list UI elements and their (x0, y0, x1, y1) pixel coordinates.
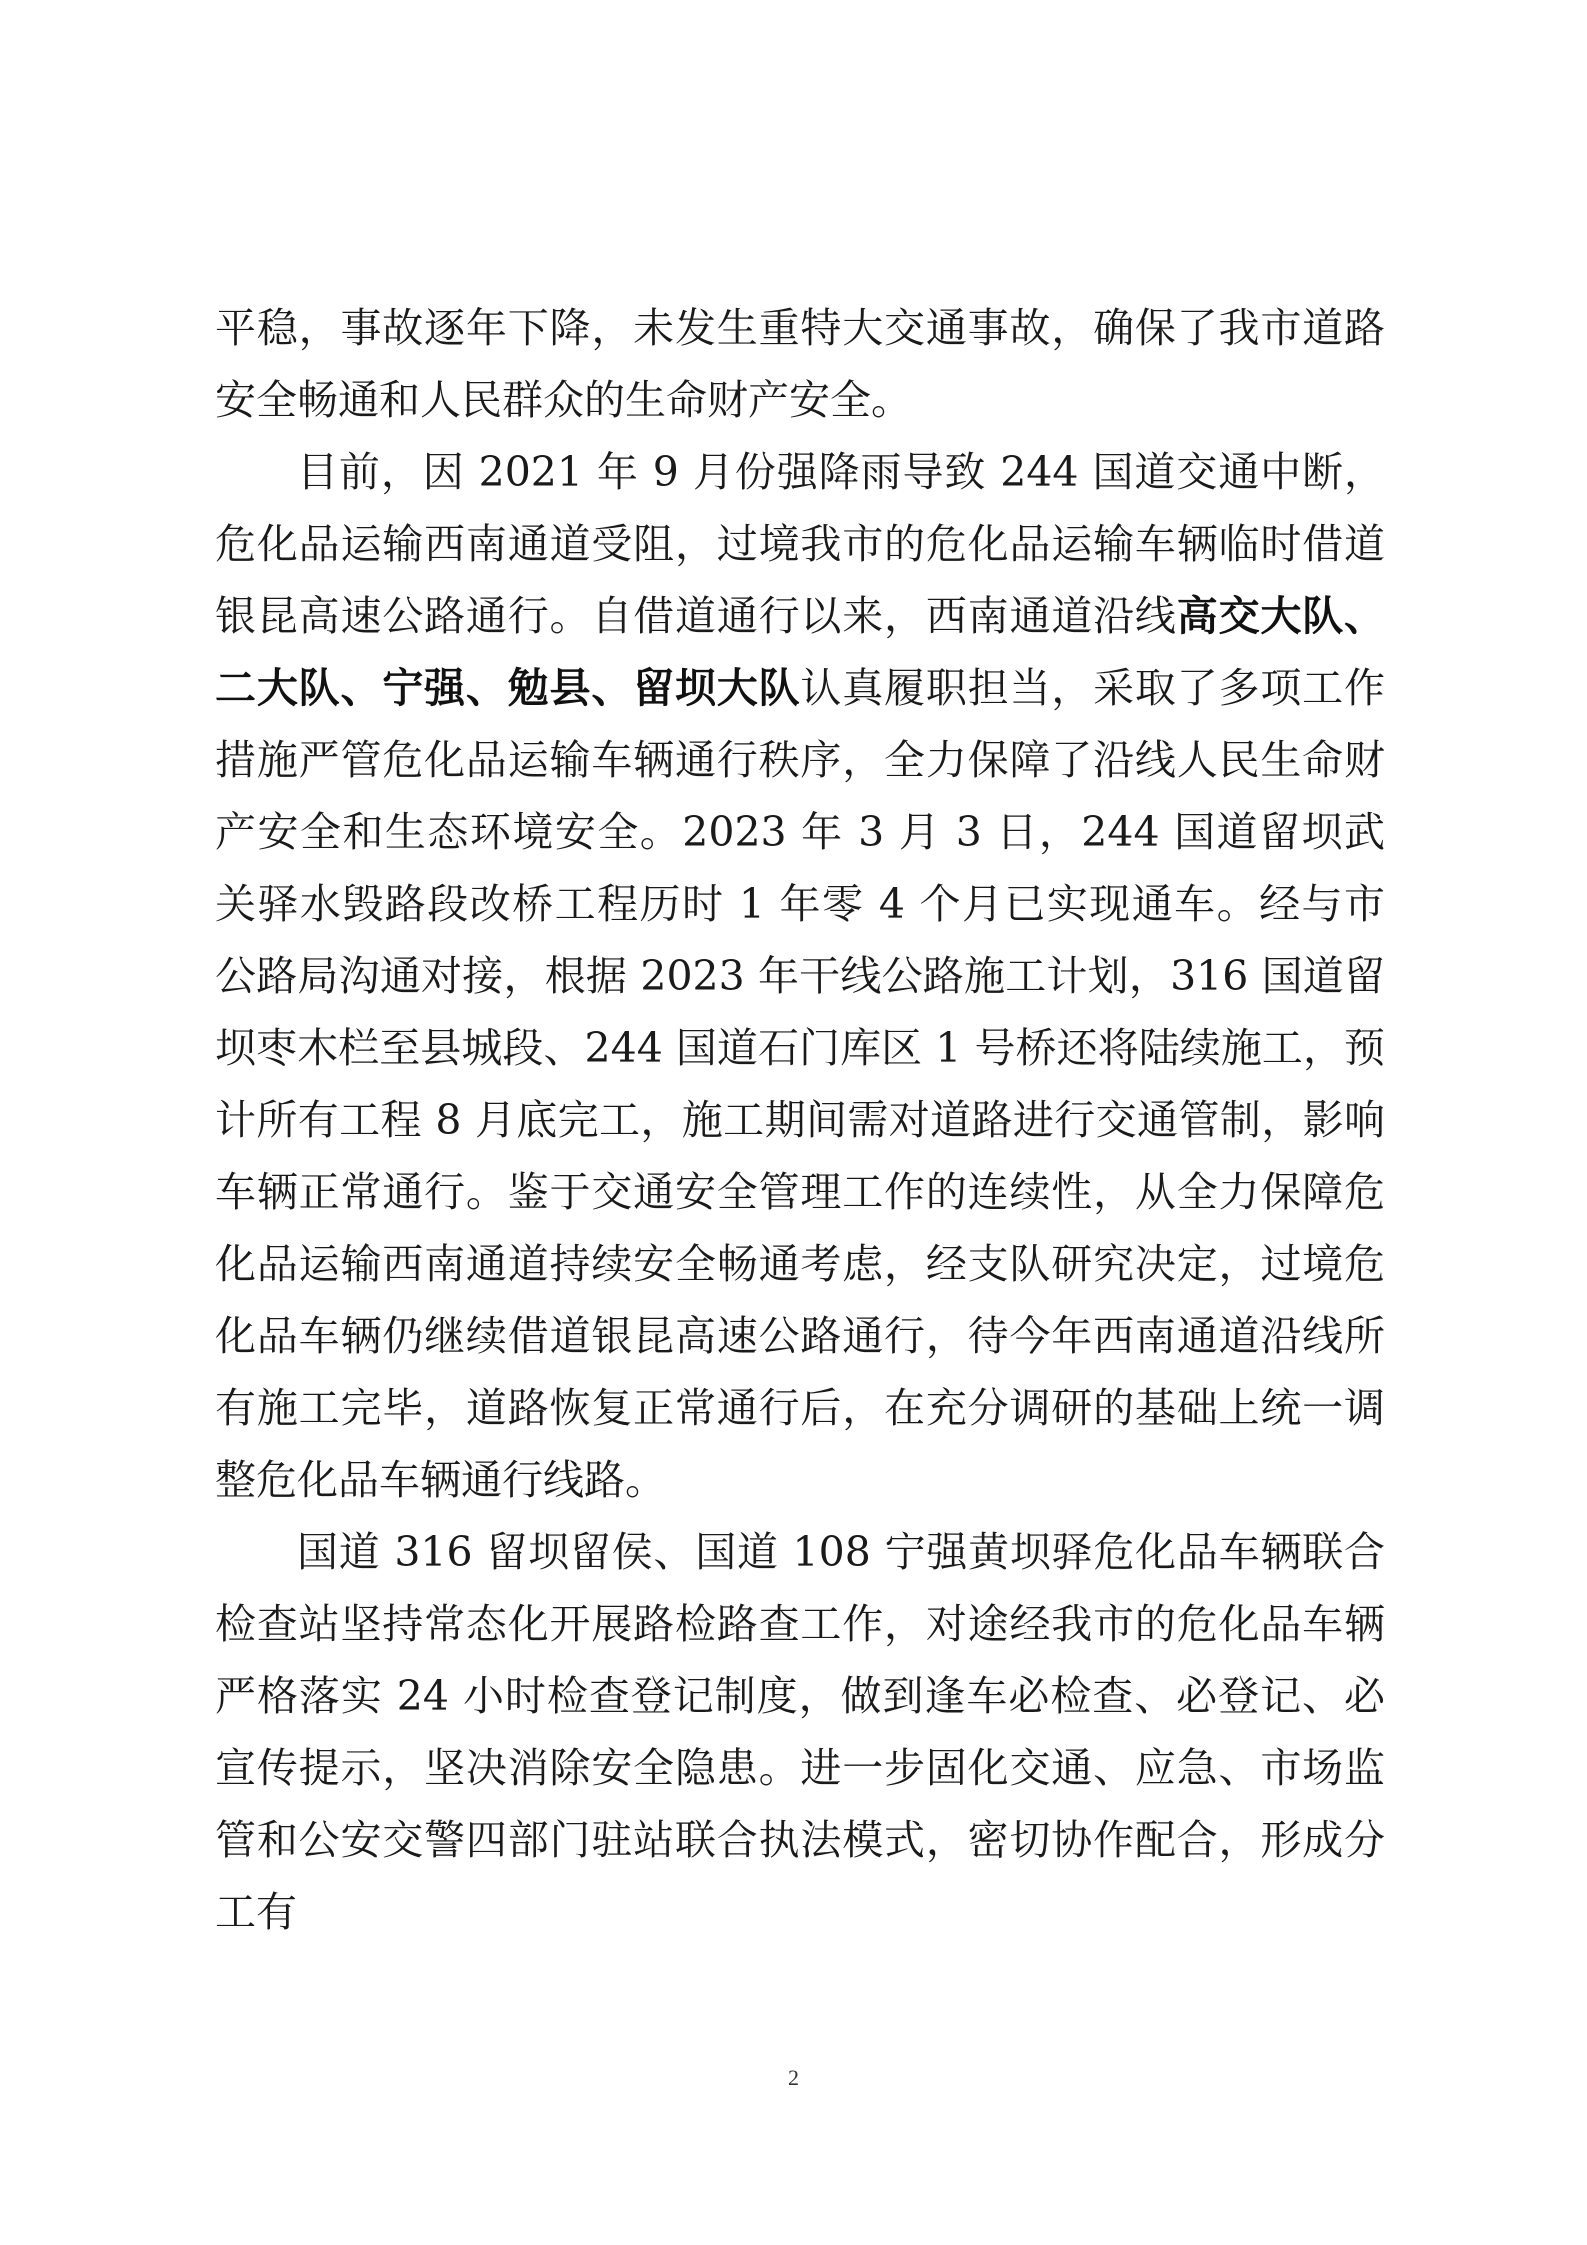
page-number: 2 (788, 2065, 799, 2090)
paragraph-2-text-a: 目前，因 2021 年 9 月份强降雨导致 244 国道交通中断，危化品运输西南通道受阻，过境我市的危化品运输车辆临时借道银昆高速公路通行。自借道通行以来，西南通道沿线 (215, 448, 1385, 640)
paragraph-2-text-b: 认真履职担当，采取了多项工作措施严管危化品运输车辆通行秩序，全力保障了沿线人民生命财产安全和生态环境安全。2023 年 3 月 3 日，244 国道留坝武关驿水毁路段改桥工程历时 1 年零 4 个月已实现通车。经与市公路局沟通对接，根据 2023 年干线公路施工计划，316 国道留坝枣木栏至县城段、244 国道石门库区 1 号桥还将陆续施工，预计所有工程 8 月底完工，施工期间需对道路进行交通管制，影响车辆正常通行。鉴于交通安全管理工作的连续性，从全力保障危化品运输西南通道持续安全畅通考虑，经支队研究决定，过境危化品车辆仍继续借道银昆高速公路通行，待今年西南通道沿线所有施工完毕，道路恢复正常通行后，在充分调研的基础上统一调整危化品车辆通行线路。 (215, 664, 1385, 1504)
paragraph-1 (215, 292, 1385, 436)
paragraph-2 (215, 436, 1385, 1516)
paragraph-2-bold-units: 高交大队、二大队、宁强、勉县、留坝大队 (215, 592, 1386, 712)
body-text (215, 292, 1385, 1948)
paragraph-1-text: 平稳，事故逐年下降，未发生重特大交通事故，确保了我市道路安全畅通和人民群众的生命财产安全。 (215, 304, 1385, 424)
paragraph-3 (215, 1516, 1385, 1948)
paragraph-3-text: 国道 316 留坝留侯、国道 108 宁强黄坝驿危化品车辆联合检查站坚持常态化开展路检路查工作，对途经我市的危化品车辆严格落实 24 小时检查登记制度，做到逢车必检查、必登记、必宣传提示，坚决消除安全隐患。进一步固化交通、应急、市场监管和公安交警四部门驻站联合执法模式，密切协作配合，形成分工有 (215, 1528, 1385, 1936)
